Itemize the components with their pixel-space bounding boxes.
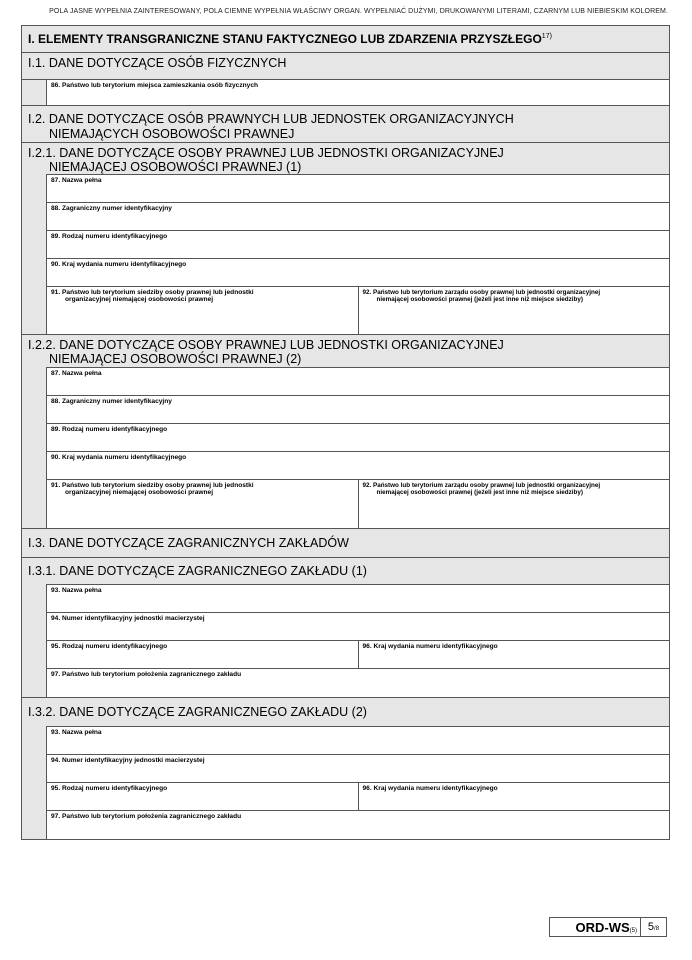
field-94[interactable]: 94. Numer identyfikacyjny jednostki macierzystej [51,615,205,622]
field-88[interactable]: 88. Zagraniczny numer identyfikacyjny [51,398,172,405]
section-i31-fields [22,584,669,698]
gutter [22,726,47,839]
section-i1-fields [22,80,669,106]
section-i21-title [22,143,669,174]
page-number [641,918,666,936]
section-i22-title-line1: I.2.2. DANE DOTYCZĄCE OSOBY PRAWNEJ LUB JEDNOSTKI ORGANIZACYJNEJ [28,338,504,352]
section-i22-title [22,335,669,367]
field-93[interactable]: 93. Nazwa pełna [51,587,102,594]
form-section-i [21,25,670,840]
field-91-label-cont: organizacyjnej niemającej osobowości prawnej [65,489,214,496]
section-i22-fields [22,367,669,529]
section-i32-title-text: I.3.2. DANE DOTYCZĄCE ZAGRANICZNEGO ZAKŁADU (2) [28,705,367,719]
field-97[interactable]: 97. Państwo lub terytorium położenia zagranicznego zakładu [51,671,242,678]
field-94[interactable]: 94. Numer identyfikacyjny jednostki macierzystej [51,757,205,764]
field-91-label-cont: organizacyjnej niemającej osobowości prawnej [65,296,214,303]
section-i2-title-line2: NIEMAJĄCYCH OSOBOWOŚCI PRAWNEJ [49,127,295,141]
form-footer [549,917,667,937]
gutter [22,174,47,334]
field-96[interactable]: 96. Kraj wydania numeru identyfikacyjnego [358,783,670,810]
field-91-label: 91. Państwo lub terytorium siedziby osoby prawnej lub jednostki [51,289,254,296]
field-90[interactable]: 90. Kraj wydania numeru identyfikacyjnego [51,454,187,461]
field-92-label: 92. Państwo lub terytorium zarządu osoby prawnej lub jednostki organizacyjnej [362,289,601,296]
section-i31-title-text: I.3.1. DANE DOTYCZĄCE ZAGRANICZNEGO ZAKŁADU (1) [28,564,367,578]
field-91[interactable] [47,480,358,528]
field-92-label: 92. Państwo lub terytorium zarządu osoby prawnej lub jednostki organizacyjnej [362,482,601,489]
field-96[interactable]: 96. Kraj wydania numeru identyfikacyjnego [358,641,670,668]
form-version: (5) [629,928,637,934]
section-i1-title [22,53,669,80]
gutter [22,584,47,697]
section-i32-fields [22,726,669,839]
section-i2-title [22,106,669,143]
section-i32-title [22,698,669,726]
field-95[interactable]: 95. Rodzaj numeru identyfikacyjnego [51,643,168,650]
field-97[interactable]: 97. Państwo lub terytorium położenia zagranicznego zakładu [51,813,242,820]
footnote-ref: 17) [541,33,552,40]
gutter [22,80,47,105]
section-i2-title-line1: I.2. DANE DOTYCZĄCE OSÓB PRAWNYCH LUB JEDNOSTEK ORGANIZACYJNYCH [28,112,514,126]
field-92[interactable] [358,480,670,528]
field-92[interactable] [358,287,670,334]
field-91-label: 91. Państwo lub terytorium siedziby osoby prawnej lub jednostki [51,482,254,489]
section-i-title-text: I. ELEMENTY TRANSGRANICZNE STANU FAKTYCZNEGO LUB ZDARZENIA PRZYSZŁEGO [28,32,542,46]
field-86[interactable]: 86. Państwo lub terytorium miejsca zamieszkania osób fizycznych [51,82,259,89]
form-code-text: ORD-WS [575,920,630,935]
page-current: 5 [647,921,655,933]
field-87[interactable]: 87. Nazwa pełna [51,177,102,184]
section-i1-title-text: I.1. DANE DOTYCZĄCE OSÓB FIZYCZNYCH [28,56,287,70]
field-88[interactable]: 88. Zagraniczny numer identyfikacyjny [51,205,172,212]
section-i-title [22,26,669,53]
field-92-label-cont: niemającej osobowości prawnej (jeżeli jest inne niż miejsce siedziby) [376,296,583,303]
field-90[interactable]: 90. Kraj wydania numeru identyfikacyjnego [51,261,187,268]
form-code [550,918,641,936]
field-87[interactable]: 87. Nazwa pełna [51,370,102,377]
field-89[interactable]: 89. Rodzaj numeru identyfikacyjnego [51,233,168,240]
field-95[interactable]: 95. Rodzaj numeru identyfikacyjnego [51,785,168,792]
instructions-note: POLA JASNE WYPEŁNIA ZAINTERESOWANY, POLA CIEMNE WYPEŁNIA WŁAŚCIWY ORGAN. WYPEŁNIAĆ DUŻYMI, DRUKOWANYMI LITERAMI, CZARNYM LUB NIEBIESKIM KOLOREM. [49,8,668,15]
section-i3-title [22,529,669,558]
field-91[interactable] [47,287,358,334]
section-i31-title [22,558,669,584]
gutter [22,367,47,528]
section-i3-title-text: I.3. DANE DOTYCZĄCE ZAGRANICZNYCH ZAKŁADÓW [28,536,349,550]
field-92-label-cont: niemającej osobowości prawnej (jeżeli jest inne niż miejsce siedziby) [376,489,583,496]
field-93[interactable]: 93. Nazwa pełna [51,729,102,736]
section-i21-fields [22,174,669,335]
page-total: /8 [654,926,660,932]
section-i21-title-line2: NIEMAJĄCEJ OSOBOWOŚCI PRAWNEJ (1) [49,160,302,174]
section-i22-title-line2: NIEMAJĄCEJ OSOBOWOŚCI PRAWNEJ (2) [49,352,302,366]
field-89[interactable]: 89. Rodzaj numeru identyfikacyjnego [51,426,168,433]
section-i21-title-line1: I.2.1. DANE DOTYCZĄCE OSOBY PRAWNEJ LUB JEDNOSTKI ORGANIZACYJNEJ [28,146,504,160]
